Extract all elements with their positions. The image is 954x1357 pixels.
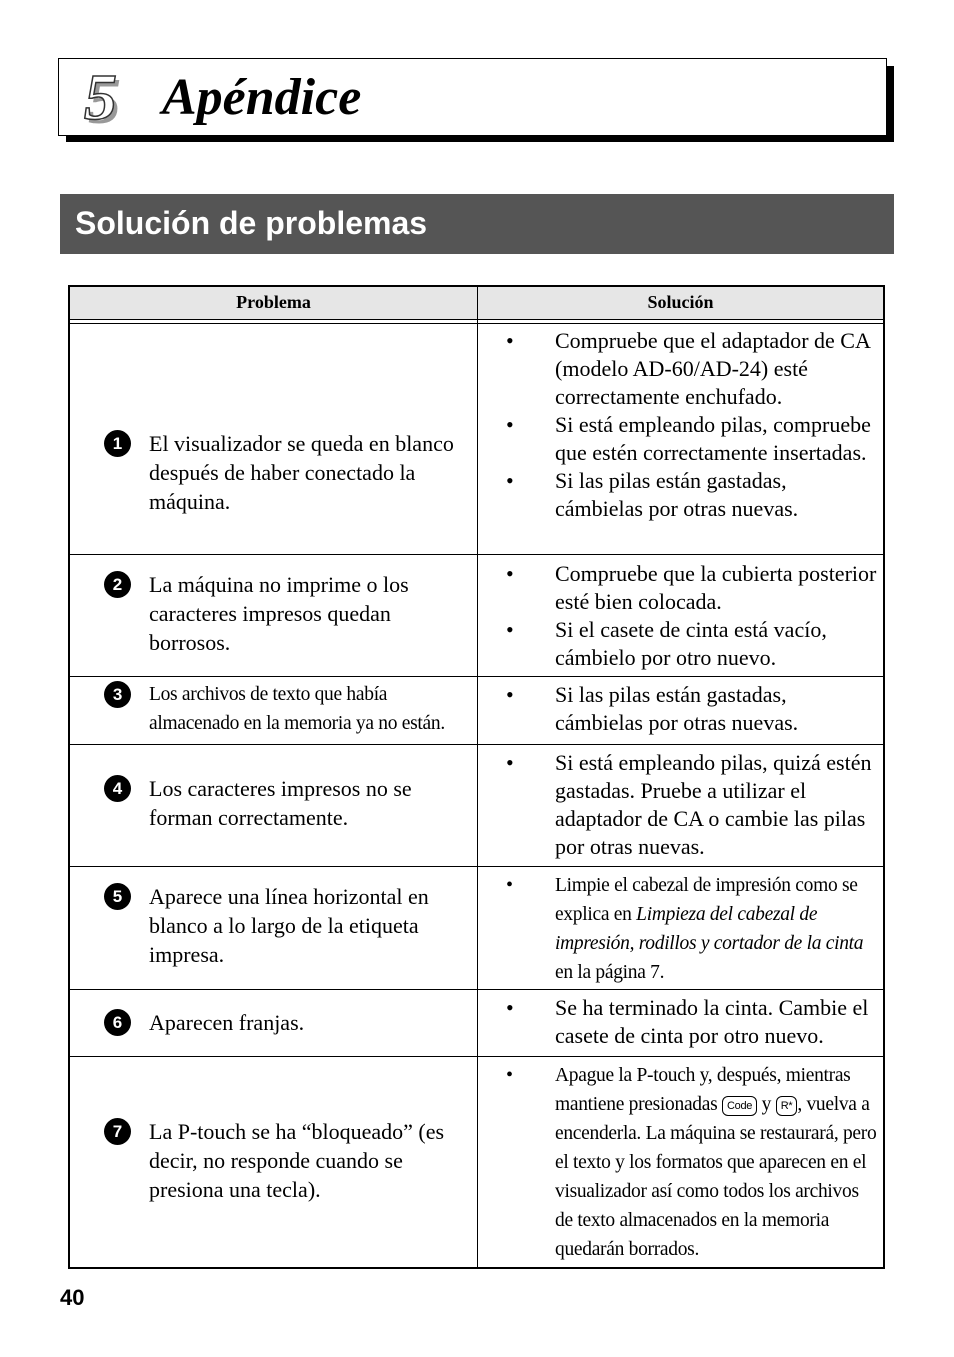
solution-item: • Si está empleando pilas, compruebe que estén correctamente insertadas. [506, 412, 871, 465]
number-badge: 5 [104, 883, 131, 910]
table-row [70, 1057, 883, 1267]
section-banner [60, 194, 894, 254]
problem-cell [104, 1008, 464, 1037]
chapter-title: Apéndice [162, 69, 362, 126]
chapter-number: 5 [84, 61, 117, 134]
solution-item: • Apague la P-touch y, después, mientras mantiene presionadas Code y R* , vuelva a encenderla. La máquina se restaurará, pero el texto y los formatos que aparecen en el visualizador así como todos los archivos de texto almacenados en la memoria quedarán borrados. [506, 1061, 880, 1264]
cross-reference: Limpieza del cabezal de impresión, rodillos y cortador de la cinta [555, 904, 864, 954]
problem-cell [104, 774, 464, 832]
solution-item: • Compruebe que el adaptador de CA (modelo AD-60/AD-24) esté correctamente enchufado. [506, 328, 870, 409]
bullet-icon: • [506, 995, 514, 1020]
number-badge: 1 [104, 430, 131, 457]
code-key-icon: Code [722, 1096, 757, 1116]
bullet-icon: • [506, 412, 514, 437]
problem-text: El visualizador se queda en blanco después de haber conectado la máquina. [149, 431, 454, 514]
solution-cell [506, 681, 880, 737]
number-badge: 3 [104, 681, 131, 708]
troubleshooting-table [68, 285, 885, 1269]
bullet-icon: • [506, 468, 514, 493]
solution-cell [506, 560, 880, 672]
solution-cell [506, 994, 880, 1050]
bullet-icon: • [506, 561, 514, 586]
section-title: Solución de problemas [75, 205, 428, 241]
page-number: 40 [60, 1285, 85, 1310]
table-row [70, 324, 883, 555]
bullet-icon: • [506, 617, 514, 642]
solution-item: • Compruebe que la cubierta posterior esté bien colocada. [506, 561, 877, 614]
problem-cell [104, 680, 464, 738]
table-row [70, 677, 883, 745]
solution-item: • Si las pilas están gastadas, cámbielas por otras nuevas. [506, 682, 799, 735]
table-row [70, 990, 883, 1057]
problem-text: Aparece una línea horizontal en blanco a lo largo de la etiqueta impresa. [149, 884, 429, 967]
solution-item: • Si está empleando pilas, quizá estén gastadas. Pruebe a utilizar el adaptador de CA o cambie las pilas por otras nuevas. [506, 750, 872, 859]
solution-cell [506, 1061, 880, 1264]
bullet-icon: • [506, 874, 513, 896]
number-badge: 4 [104, 775, 131, 802]
header-problem: Problema [236, 292, 311, 312]
problem-text: Los archivos de texto que había almacenado en la memoria ya no están. [149, 684, 445, 734]
r-key-icon: R* [776, 1096, 798, 1116]
bullet-icon: • [506, 682, 514, 707]
solution-item: • Si el casete de cinta está vacío, cámbielo por otro nuevo. [506, 617, 827, 670]
problem-text: La máquina no imprime o los caracteres impresos quedan borrosos. [149, 572, 409, 655]
solution-item: • Si las pilas están gastadas, cámbielas por otras nuevas. [506, 468, 799, 521]
solution-cell [506, 327, 880, 523]
bullet-icon: • [506, 1064, 513, 1086]
table-row [70, 867, 883, 990]
solution-item: • Se ha terminado la cinta. Cambie el casete de cinta por otro nuevo. [506, 995, 869, 1048]
solution-item: • Limpie el cabezal de impresión como se explica en Limpieza del cabezal de impresión, rodillos y cortador de la cinta en la página 7. [506, 871, 880, 987]
number-badge: 2 [104, 571, 131, 598]
problem-cell [104, 1117, 464, 1204]
problem-text: Aparecen franjas. [149, 1010, 305, 1035]
table-row [70, 555, 883, 677]
problem-cell [104, 429, 464, 516]
header-solution: Solución [647, 292, 714, 312]
bullet-icon: • [506, 750, 514, 775]
chapter-box-shadow [886, 66, 894, 142]
solution-cell [506, 749, 880, 861]
number-badge: 6 [104, 1009, 131, 1036]
problem-text: Los caracteres impresos no se forman correctamente. [149, 776, 412, 830]
problem-cell [104, 570, 464, 657]
problem-cell [104, 882, 464, 969]
number-badge: 7 [104, 1118, 131, 1145]
table-row [70, 745, 883, 867]
problem-text: La P-touch se ha “bloqueado” (es decir, no responde cuando se presiona una tecla). [149, 1119, 445, 1202]
bullet-icon: • [506, 328, 514, 353]
solution-cell [506, 871, 880, 987]
